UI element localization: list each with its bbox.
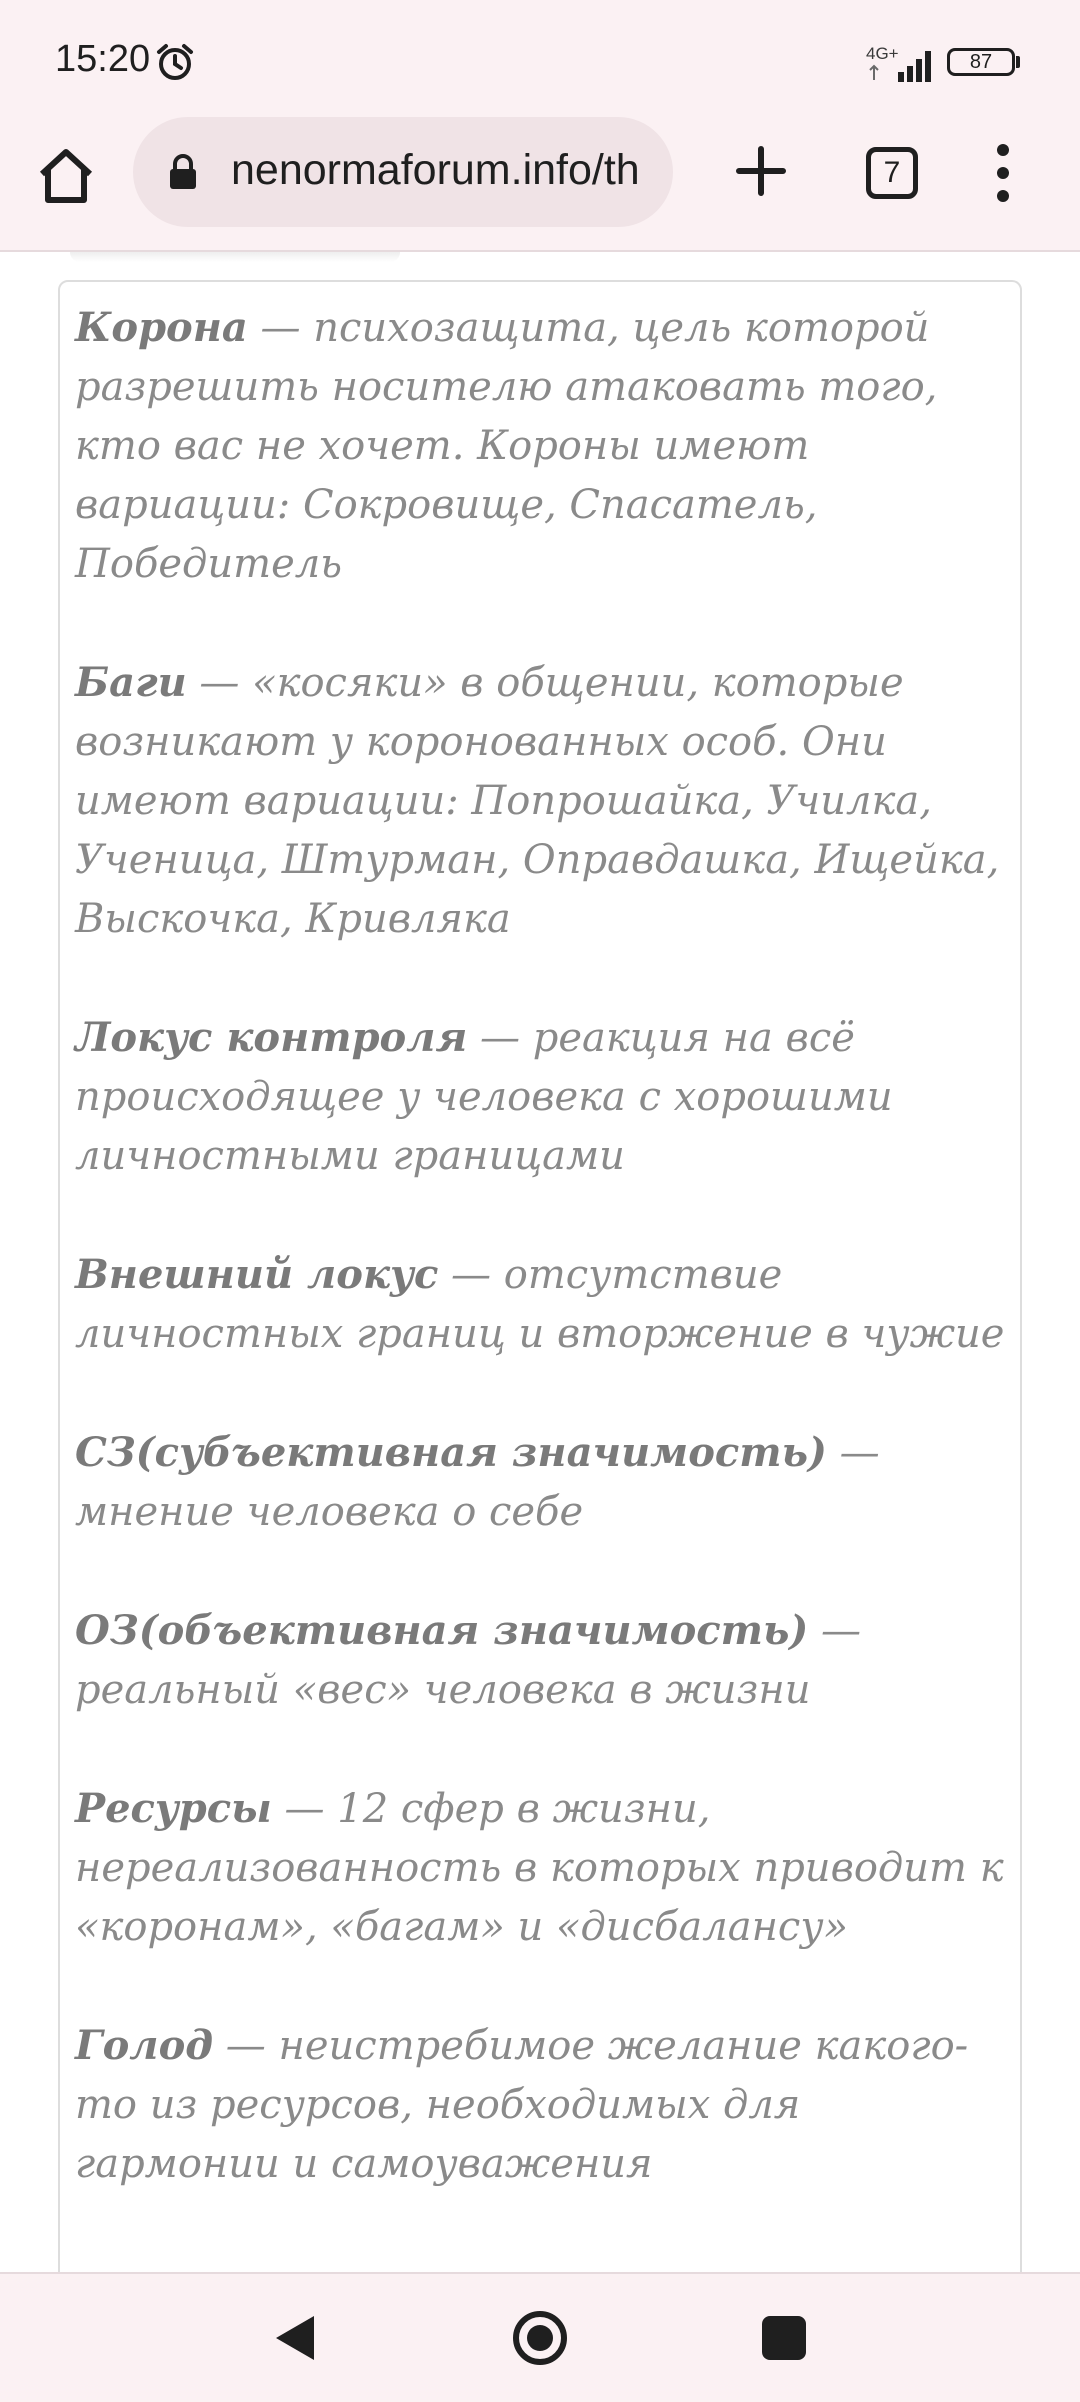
page-content[interactable]	[0, 252, 1080, 2272]
url-bar[interactable]	[133, 117, 673, 227]
glossary-definition: — мнение человека о себе	[75, 1430, 880, 1535]
glossary-term: Внешний локус	[75, 1251, 439, 1298]
glossary-definition: — «косяки» в общении, которые возникают у коронованных особ. Они имеют вариации: Попрошайка, Училка, Ученица, Штурман, Оправдашка, Ищейка, Выскочка, Кривляка	[75, 660, 1000, 942]
glossary-definition: — неистребимое желание какого-то из ресурсов, необходимых для гармонии и самоуважения	[75, 2023, 969, 2187]
glossary-item	[75, 653, 1006, 949]
glossary-term: СЗ(субъективная значимость)	[75, 1429, 827, 1476]
glossary-definition: — 12 сфер в жизни, нереализованность в которых приводит к «коронам», «багам» и «дисбалансу»	[75, 1786, 1004, 1950]
signal-icon	[866, 46, 936, 82]
glossary-item	[75, 1008, 1006, 1186]
recents-icon[interactable]	[762, 2316, 806, 2360]
glossary-term: ОЗ(объективная значимость)	[75, 1607, 809, 1654]
glossary-item	[75, 1423, 1006, 1542]
glossary-term: Ресурсы	[75, 1785, 272, 1832]
tab-switcher-button[interactable]	[866, 147, 918, 199]
more-vert-icon[interactable]	[985, 138, 1021, 208]
plus-icon[interactable]	[725, 135, 797, 207]
glossary-item	[75, 2016, 1006, 2194]
glossary-definition: — психозащита, цель которой разрешить носителю атаковать того, кто вас не хочет. Короны имеют вариации: Сокровище, Спасатель, Победитель	[75, 305, 938, 587]
alarm-icon	[155, 42, 195, 82]
glossary-term: Голод	[75, 2022, 214, 2069]
glossary-box	[58, 280, 1022, 2272]
browser-chrome	[0, 0, 1080, 252]
glossary-term: Баги	[75, 659, 187, 706]
url-text[interactable]: nenormaforum.info/th	[231, 146, 640, 194]
element-above-edge	[70, 252, 400, 262]
glossary-definition: — отсутствие личностных границ и вторжение в чужие	[75, 1252, 1005, 1357]
glossary-term: Корона	[75, 304, 248, 351]
lock-icon	[167, 153, 199, 191]
glossary-item	[75, 298, 1006, 594]
battery-level: 87	[969, 51, 993, 73]
home-icon[interactable]	[30, 140, 102, 212]
system-nav-bar	[0, 2272, 1080, 2402]
tab-count: 7	[883, 156, 901, 189]
network-type: 4G+	[866, 44, 899, 63]
battery-tip	[1016, 56, 1020, 68]
battery-icon	[947, 48, 1015, 76]
glossary-item	[75, 1601, 1006, 1720]
status-bar	[0, 0, 1080, 120]
back-icon[interactable]	[270, 2312, 320, 2364]
glossary-definition: — реальный «вес» человека в жизни	[75, 1608, 861, 1713]
home-circle-icon[interactable]	[510, 2308, 570, 2368]
glossary-term: Локус контроля	[75, 1014, 468, 1061]
glossary-definition: — реакция на всё происходящее у человека с хорошими личностными границами	[75, 1015, 893, 1179]
glossary-item	[75, 1245, 1006, 1364]
status-time: 15:20	[55, 38, 151, 80]
glossary-item	[75, 1779, 1006, 1957]
